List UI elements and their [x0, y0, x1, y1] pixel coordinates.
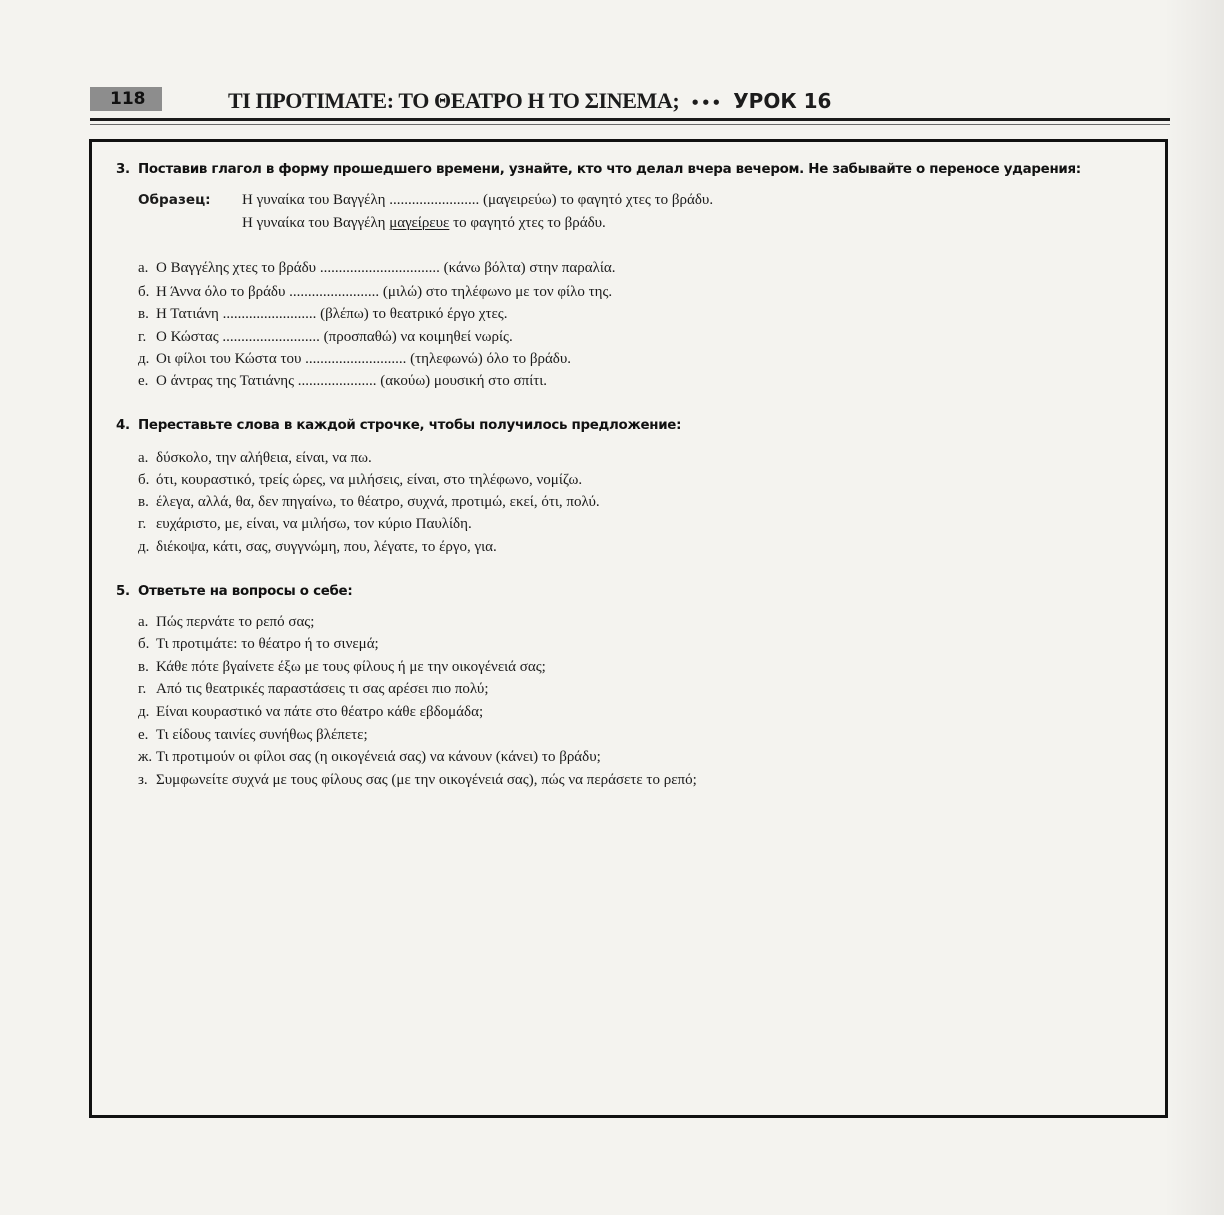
chapter-title-text: ΤΙ ΠΡΟΤΙΜΑΤΕ: ΤΟ ΘΕΑΤΡΟ Η ΤΟ ΣΙΝΕΜΑ; — [228, 88, 680, 113]
item-text: Ο Κώστας .......................... (προσπαθώ) να κοιμηθεί νωρίς. — [156, 329, 513, 345]
chapter-title — [228, 88, 831, 114]
ex5-item-b — [138, 636, 379, 653]
item-marker: ж. — [138, 749, 153, 765]
exercise-5-number: 5. — [116, 584, 130, 599]
ex5-item-h — [138, 772, 697, 789]
item-marker: в. — [138, 494, 149, 510]
item-text: Ο Βαγγέλης χτες το βράδυ ................................ (κάνω βόλτα) στην παραλία. — [156, 260, 616, 276]
header-rule — [90, 118, 1170, 121]
sample-line-2-before: Η γυναίκα του Βαγγέλη — [242, 215, 386, 231]
item-marker: г. — [138, 329, 147, 345]
ex5-item-e — [138, 704, 483, 721]
item-text: Τι προτιμούν οι φίλοι σας (η οικογένειά σας) να κάνουν (κάνει) το βράδυ; — [156, 749, 601, 765]
sample-label: Образец: — [138, 192, 211, 208]
ex3-item-b — [138, 284, 612, 301]
ex3-item-f — [138, 373, 547, 390]
exercise-5-heading — [116, 584, 352, 599]
item-marker: е. — [138, 373, 149, 389]
ex5-item-a — [138, 614, 314, 631]
item-text: Πώς περνάτε το ρεπό σας; — [156, 614, 315, 630]
item-marker: б. — [138, 284, 150, 300]
ex4-item-c — [138, 494, 600, 511]
page-header — [0, 0, 1224, 130]
ex3-item-e — [138, 351, 571, 368]
bullet-separator: ••• — [690, 94, 723, 112]
sample-answer: μαγείρευε — [389, 215, 450, 231]
item-text: Συμφωνείτε συχνά με τους φίλους σας (με την οικογένειά σας), πώς να περάσετε το ρεπό; — [156, 772, 697, 788]
item-marker: е. — [138, 727, 149, 743]
item-marker: а. — [138, 450, 149, 466]
item-text: Τι είδους ταινίες συνήθως βλέπετε; — [156, 727, 368, 743]
exercise-4-instruction: Переставьте слова в каждой строчке, чтобы получилось предложение: — [138, 418, 682, 433]
ex5-item-f — [138, 727, 368, 744]
item-text: Κάθε πότε βγαίνετε έξω με τους φίλους ή με την οικογένειά σας; — [156, 659, 546, 675]
ex4-item-e — [138, 539, 497, 556]
item-text: ευχάριστο, με, είναι, να μιλήσω, τον κύριο Παυλίδη. — [156, 516, 472, 532]
item-text: δύσκολο, την αλήθεια, είναι, να πω. — [156, 450, 372, 466]
ex4-item-a — [138, 450, 372, 467]
exercise-3-number: 3. — [116, 162, 130, 177]
exercise-3-heading — [116, 162, 1081, 177]
item-text: Από τις θεατρικές παραστάσεις τι σας αρέσει πιο πολύ; — [156, 681, 489, 697]
item-text: ότι, κουραστικό, τρείς ώρες, να μιλήσεις, είναι, στο τηλέφωνο, νομίζω. — [156, 472, 583, 488]
item-marker: г. — [138, 681, 147, 697]
ex5-item-g — [138, 749, 601, 766]
ex3-item-c — [138, 306, 507, 323]
item-marker: д. — [138, 539, 150, 555]
item-marker: а. — [138, 614, 149, 630]
sample-line-1: Η γυναίκα του Βαγγέλη ........................ (μαγειρεύω) το φαγητό χτες το βράδυ. — [242, 192, 714, 208]
item-marker: з. — [138, 772, 148, 788]
ex4-item-d — [138, 516, 472, 533]
exercise-4-number: 4. — [116, 418, 130, 433]
item-marker: а. — [138, 260, 149, 276]
lesson-label: УРОК 16 — [733, 89, 832, 113]
item-text: Οι φίλοι του Κώστα του ........................... (τηλεφωνώ) όλο το βράδυ. — [156, 351, 572, 367]
ex5-item-c — [138, 659, 546, 676]
ex3-item-d — [138, 329, 513, 346]
ex3-item-a — [138, 260, 616, 277]
ex5-item-d — [138, 681, 489, 698]
item-text: Η Τατιάνη ......................... (βλέπω) το θεατρικό έργο χτες. — [156, 306, 508, 322]
item-marker: в. — [138, 306, 149, 322]
item-marker: б. — [138, 472, 150, 488]
ex4-item-b — [138, 472, 582, 489]
item-marker: в. — [138, 659, 149, 675]
exercise-5-instruction: Ответьте на вопросы о себе: — [138, 584, 353, 599]
item-text: διέκοψα, κάτι, σας, συγγνώμη, που, λέγατε, το έργο, για. — [156, 539, 497, 555]
sample-line-2 — [242, 215, 606, 232]
header-rule-thin — [90, 124, 1170, 125]
item-text: έλεγα, αλλά, θα, δεν πηγαίνω, το θέατρο, συχνά, προτιμώ, εκεί, ότι, πολύ. — [156, 494, 600, 510]
page-number: 118 — [90, 87, 162, 111]
item-marker: д. — [138, 704, 150, 720]
page-edge-shadow — [1164, 0, 1224, 1215]
item-text: Είναι κουραστικό να πάτε στο θέατρο κάθε εβδομάδα; — [156, 704, 484, 720]
item-marker: б. — [138, 636, 150, 652]
item-text: Τι προτιμάτε: το θέατρο ή το σινεμά; — [156, 636, 379, 652]
exercise-3-instruction: Поставив глагол в форму прошедшего времени, узнайте, кто что делал вчера вечером. Не забывайте о переносе ударения: — [138, 162, 1081, 177]
exercise-4-heading — [116, 418, 681, 433]
item-text: Ο άντρας της Τατιάνης ..................... (ακούω) μουσική στο σπίτι. — [156, 373, 548, 389]
item-marker: д. — [138, 351, 150, 367]
item-text: Η Άννα όλο το βράδυ ........................ (μιλώ) στο τηλέφωνο με τον φίλο της. — [156, 284, 613, 300]
item-marker: г. — [138, 516, 147, 532]
sample-line-2-after: το φαγητό χτες το βράδυ. — [453, 215, 606, 231]
